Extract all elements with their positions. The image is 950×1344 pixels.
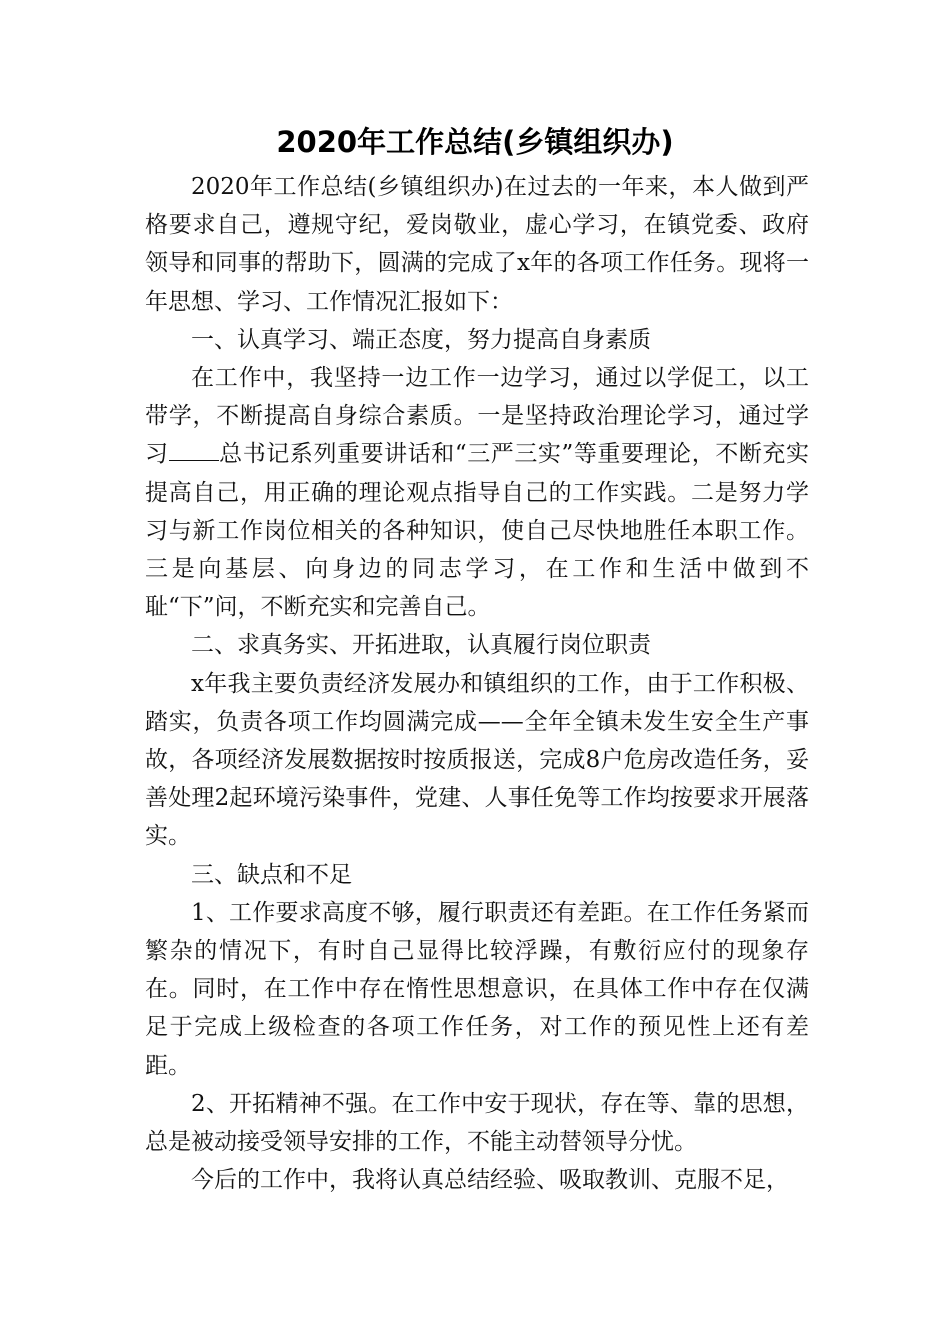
blank-underline	[169, 442, 219, 461]
document-body	[145, 168, 809, 1199]
future-paragraph: 今后的工作中，我将认真总结经验、吸取教训、克服不足，	[191, 1167, 789, 1194]
intro-paragraph: 2020年工作总结(乡镇组织办)在过去的一年来，本人做到严格要求自己，遵规守纪，爱岗敬业，虚心学习，在镇党委、政府领导和同事的帮助下，圆满的完成了x年的各项工作任务。现将一年思想、学习、工作情况汇报如下：	[145, 174, 809, 315]
section-heading-3: 三、缺点和不足	[191, 861, 352, 888]
study-text-before-blank: 在工作中，我坚持一边工作一边学习，通过以学促工，以工带学，不断提高自身综合素质。一是坚持政治理论学习，通过学习	[145, 365, 809, 468]
study-text-after-blank: 总书记系列重要讲话和“三严三实”等重要理论，不断充实提高自己，用正确的理论观点指导自己的工作实践。二是努力学习与新工作岗位相关的各种知识，使自己尽快地胜任本职工作。三是向基层、向身边的同志学习，在工作和生活中做到不耻“下”问，不断充实和完善自己。	[145, 441, 809, 621]
shortcoming-paragraph-1: 1、工作要求高度不够，履行职责还有差距。在工作任务紧而繁杂的情况下，有时自己显得比较浮躁，有敷衍应付的现象存在。同时，在工作中存在惰性思想意识，在具体工作中存在仅满足于完成上级检查的各项工作任务，对工作的预见性上还有差距。	[145, 899, 809, 1079]
study-paragraph	[145, 359, 809, 626]
duties-paragraph: x年我主要负责经济发展办和镇组织的工作，由于工作积极、踏实，负责各项工作均圆满完成——全年全镇未发生安全生产事故，各项经济发展数据按时按质报送，完成8户危房改造任务，妥善处理2起环境污染事件，党建、人事任免等工作均按要求开展落实。	[145, 670, 809, 850]
shortcoming-paragraph-2: 2、开拓精神不强。在工作中安于现状，存在等、靠的思想，总是被动接受领导安排的工作，不能主动替领导分忧。	[145, 1090, 809, 1156]
document-title: 2020年工作总结(乡镇组织办)	[276, 125, 674, 159]
section-heading-2: 二、求真务实、开拓进取，认真履行岗位职责	[191, 632, 651, 659]
section-heading-1: 一、认真学习、端正态度，努力提高自身素质	[191, 326, 651, 353]
